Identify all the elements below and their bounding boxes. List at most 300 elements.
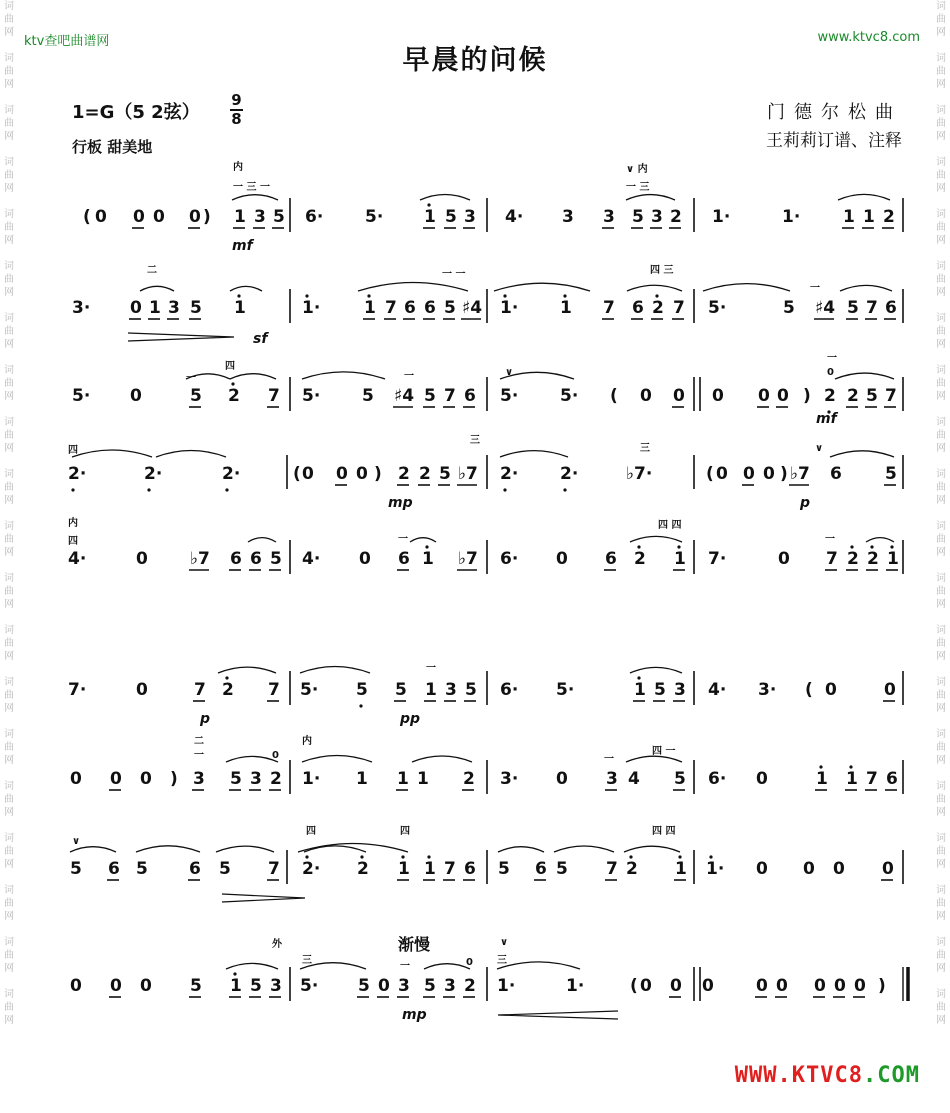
octave-dot-high xyxy=(677,545,680,548)
score-note: 1· xyxy=(500,298,519,318)
score-note: 3· xyxy=(72,298,91,318)
fingering-mark: 三 xyxy=(497,955,507,966)
score-note: 0 xyxy=(673,386,685,406)
score-note: 5 xyxy=(273,207,285,227)
slur xyxy=(554,846,614,852)
score-note: 2 xyxy=(847,386,859,406)
score-note: 0 xyxy=(834,976,846,996)
octave-dot-high xyxy=(637,545,640,548)
score-note: 2 xyxy=(626,859,638,879)
score-note: 7 xyxy=(268,386,280,406)
fingering-mark: 一 xyxy=(404,371,414,382)
score-note: 1 xyxy=(560,298,572,318)
score-note: 4· xyxy=(68,549,87,569)
octave-dot-low xyxy=(359,704,362,707)
slur xyxy=(302,756,372,763)
octave-dot-high xyxy=(850,545,853,548)
score-note: 6 xyxy=(250,549,262,569)
fingering-mark: 三 xyxy=(640,443,650,454)
score-note: 1 xyxy=(887,549,899,569)
score-note: 0 xyxy=(712,386,724,406)
score-note: 3 xyxy=(606,769,618,789)
score-note: 6 xyxy=(535,859,547,879)
slur xyxy=(216,846,274,852)
score-note: ( xyxy=(630,976,638,996)
fingering-mark: 一 三 xyxy=(626,182,650,193)
octave-dot-high xyxy=(427,855,430,858)
score-note: 2 xyxy=(670,207,682,227)
fingering-mark: 一 xyxy=(400,961,410,972)
octave-dot-high xyxy=(629,855,632,858)
score-note: 0 xyxy=(136,549,148,569)
slur xyxy=(624,846,680,852)
score-note: 5 xyxy=(270,549,282,569)
score-note: 4 xyxy=(628,769,640,789)
slur xyxy=(497,962,580,969)
fingering-mark: 一 xyxy=(825,534,835,545)
slur xyxy=(358,283,468,292)
octave-dot-high xyxy=(655,294,658,297)
score-note: 3 xyxy=(651,207,663,227)
score-note: 3 xyxy=(603,207,615,227)
score-note: ♭7 xyxy=(458,549,478,569)
octave-dot-high xyxy=(367,294,370,297)
score-note: 0 xyxy=(153,207,165,227)
score-note: 2 xyxy=(652,298,664,318)
score-note: 7 xyxy=(866,298,878,318)
score-note: 1 xyxy=(425,680,437,700)
score-note: 7· xyxy=(68,680,87,700)
score-note: 2 xyxy=(847,549,859,569)
octave-dot-high xyxy=(890,545,893,548)
score-note: ♭7 xyxy=(190,549,210,569)
score-note: ( xyxy=(83,207,91,227)
score-note: 1 xyxy=(149,298,161,318)
score-note: 5 xyxy=(445,207,457,227)
slur xyxy=(626,756,682,762)
octave-dot-low xyxy=(503,488,506,491)
score-note: 0 xyxy=(670,976,682,996)
fingering-mark: 二 xyxy=(194,736,204,747)
octave-dot-low xyxy=(71,488,74,491)
slur xyxy=(627,285,682,291)
octave-dot-high xyxy=(563,294,566,297)
fingering-mark: 四 xyxy=(68,536,78,547)
score-note: 5 xyxy=(250,976,262,996)
score-note: 6 xyxy=(464,386,476,406)
score-note: 7 xyxy=(606,859,618,879)
octave-dot-high xyxy=(305,294,308,297)
score-note: 1 xyxy=(674,549,686,569)
slur xyxy=(232,195,278,200)
arranger-credit: 王莉莉订谱、注释 xyxy=(766,131,902,151)
fingering-mark: 0 xyxy=(272,750,279,761)
fingering-mark: ∨ xyxy=(500,937,509,948)
score-note: 7 xyxy=(826,549,838,569)
slur xyxy=(226,963,278,969)
score-note: 1 xyxy=(424,859,436,879)
score-note: 3 xyxy=(254,207,266,227)
score-note: 7 xyxy=(444,386,456,406)
score-note: 0 xyxy=(814,976,826,996)
fingering-mark: 三 xyxy=(302,955,312,966)
score-note: 5 xyxy=(395,680,407,700)
dynamic-mark: mp xyxy=(388,495,413,511)
score-note: 0 xyxy=(70,976,82,996)
score-note: 5 xyxy=(230,769,242,789)
fingering-mark: ∨ 内 xyxy=(626,164,648,175)
score-note: 3 xyxy=(250,769,262,789)
slur xyxy=(136,846,200,852)
fingering-mark: 0 xyxy=(827,367,834,378)
score-note: 5· xyxy=(302,386,321,406)
fingering-mark: 四 xyxy=(225,361,235,372)
slur xyxy=(703,284,790,291)
score-note: 1· xyxy=(782,207,801,227)
watermark-left: 词 曲 网 词 曲 网 词 曲 网 词 曲 网 词 曲 网 词 曲 网 词 曲 网 词 曲 网 词 曲 网 词 曲 网 词 曲 网 词 曲 网 词 曲 网 词 曲 网 词 曲 网 词 曲 网 词 曲 网 词 曲 网 词 曲 网 词 曲 网 xyxy=(4,1,14,1026)
score-note: 3· xyxy=(758,680,777,700)
octave-dot-high xyxy=(503,294,506,297)
score-note: 2· xyxy=(302,859,321,879)
octave-dot-high xyxy=(678,855,681,858)
score-note: 2 xyxy=(398,464,410,484)
slur xyxy=(300,667,370,674)
fingering-mark: 一 xyxy=(426,663,436,674)
score-note: 1· xyxy=(566,976,585,996)
fingering-mark: 四 xyxy=(306,826,316,837)
octave-dot-high xyxy=(849,765,852,768)
fingering-mark: 四 一 xyxy=(652,746,676,757)
score-note: 2 xyxy=(463,769,475,789)
score-note: 5 xyxy=(136,859,148,879)
fingering-mark: 二 xyxy=(147,265,157,276)
octave-dot-low xyxy=(225,488,228,491)
score-note: 5 xyxy=(674,769,686,789)
score-note: 7 xyxy=(885,386,897,406)
dynamic-mark: sf xyxy=(253,331,268,347)
slur xyxy=(248,538,276,542)
fingering-mark: ∨ xyxy=(72,836,81,847)
score-note: 2· xyxy=(144,464,163,484)
score-note: 2· xyxy=(222,464,241,484)
slur xyxy=(835,373,894,379)
footer-logo-suffix: .COM xyxy=(863,1063,920,1088)
score-note: 1 xyxy=(846,769,858,789)
octave-dot-high xyxy=(819,765,822,768)
score-note: 6 xyxy=(230,549,242,569)
score-note: 1 xyxy=(675,859,687,879)
song-title: 早晨的问候 xyxy=(402,45,548,76)
score-note: 2 xyxy=(634,549,646,569)
score-note: 1· xyxy=(706,859,725,879)
score-note: 1 xyxy=(417,769,429,789)
slur xyxy=(626,195,675,200)
slur xyxy=(218,667,276,673)
score-note: 0 xyxy=(336,464,348,484)
score-note: 5· xyxy=(300,976,319,996)
diminuendo-hairpin xyxy=(222,894,305,902)
slur xyxy=(156,451,226,458)
score-note: 0 xyxy=(140,976,152,996)
score-note: 7 xyxy=(444,859,456,879)
score-note: 3 xyxy=(445,680,457,700)
slur xyxy=(494,283,590,291)
score-note: 3· xyxy=(500,769,519,789)
fingering-mark: 四 xyxy=(68,445,78,456)
fingering-mark: 四 三 xyxy=(650,265,674,276)
fingering-mark: 一 一 xyxy=(442,269,466,280)
score-note: 5· xyxy=(300,680,319,700)
score-note: 1 xyxy=(843,207,855,227)
octave-dot-high xyxy=(709,855,712,858)
score-note: 6 xyxy=(108,859,120,879)
score-note: 6· xyxy=(500,680,519,700)
score-note: 5 xyxy=(424,976,436,996)
fingering-mark: 一 xyxy=(810,283,820,294)
score-note: 3 xyxy=(168,298,180,318)
score-note: 0 xyxy=(556,769,568,789)
score-note: ♭7 xyxy=(790,464,810,484)
score-note: 1 xyxy=(356,769,368,789)
fingering-mark: 一 xyxy=(194,750,204,761)
score-note: 1 xyxy=(234,298,246,318)
score-note: 1 xyxy=(422,549,434,569)
fingering-mark: 四 xyxy=(400,826,410,837)
score-note: 5· xyxy=(708,298,727,318)
score-note: 3 xyxy=(444,976,456,996)
score-note: 1· xyxy=(302,298,321,318)
score-note: 6 xyxy=(424,298,436,318)
score-note: 5 xyxy=(654,680,666,700)
slur xyxy=(412,756,472,762)
slur xyxy=(140,286,174,291)
score-note: 5 xyxy=(190,976,202,996)
score-note: ♭7· xyxy=(626,464,653,484)
score-note: 5· xyxy=(72,386,91,406)
score-note: 0 xyxy=(833,859,845,879)
octave-dot-high xyxy=(401,855,404,858)
score-note: 6· xyxy=(708,769,727,789)
score-note: 0 xyxy=(777,386,789,406)
octave-dot-high xyxy=(360,855,363,858)
score-note: 5 xyxy=(356,680,368,700)
score-note: 0 xyxy=(776,976,788,996)
fingering-mark: ∨ xyxy=(815,443,824,454)
score-note: ( xyxy=(293,464,301,484)
slur xyxy=(230,374,276,379)
score-note: 2· xyxy=(68,464,87,484)
score-note: 0 xyxy=(302,464,314,484)
score-note: 6 xyxy=(632,298,644,318)
octave-dot-low xyxy=(147,488,150,491)
score-note: 0 xyxy=(110,769,122,789)
octave-dot-high xyxy=(870,545,873,548)
score-note: 3 xyxy=(674,680,686,700)
slur xyxy=(72,450,152,457)
fingering-mark: 内 xyxy=(233,162,243,173)
score-note: ) xyxy=(780,464,788,484)
score-note: ♯4 xyxy=(394,386,415,406)
fingering-mark: 内 xyxy=(68,518,78,529)
score-note: ( xyxy=(706,464,714,484)
meter-numerator: 9 xyxy=(231,91,242,109)
score-note: 5 xyxy=(190,298,202,318)
score-note: 0 xyxy=(763,464,775,484)
score-note: 7 xyxy=(673,298,685,318)
score-note: 2 xyxy=(357,859,369,879)
score-note: 0 xyxy=(130,298,142,318)
octave-dot-high xyxy=(237,294,240,297)
score-note: 1 xyxy=(816,769,828,789)
score-note: 0 xyxy=(133,207,145,227)
slur xyxy=(302,372,385,379)
fingering-mark: 一 xyxy=(827,353,837,364)
score-note: 6 xyxy=(885,298,897,318)
slur xyxy=(498,847,544,852)
score-note: 0 xyxy=(359,549,371,569)
watermark-right: 词 曲 网 词 曲 网 词 曲 网 词 曲 网 词 曲 网 词 曲 网 词 曲 网 词 曲 网 词 曲 网 词 曲 网 词 曲 网 词 曲 网 词 曲 网 词 曲 网 词 曲 网 词 曲 网 词 曲 网 词 曲 网 词 曲 网 词 曲 网 xyxy=(936,1,946,1026)
score-note: 5 xyxy=(556,859,568,879)
score-note: 6 xyxy=(398,549,410,569)
score-note: 0 xyxy=(743,464,755,484)
composer-credit: 门德尔松曲 xyxy=(767,102,902,123)
octave-dot-high xyxy=(233,972,236,975)
fingering-mark: ∨ xyxy=(505,367,514,378)
score-note: 1 xyxy=(398,859,410,879)
score-note: 0 xyxy=(140,769,152,789)
score-note: 5 xyxy=(498,859,510,879)
site-name-left[interactable]: ktv查吧曲谱网 xyxy=(24,34,110,49)
score-note: ) xyxy=(203,207,211,227)
score-note: 0 xyxy=(756,976,768,996)
score-note: 5 xyxy=(444,298,456,318)
score-note: 0 xyxy=(640,976,652,996)
score-note: 0 xyxy=(378,976,390,996)
score-note: 5 xyxy=(70,859,82,879)
score-note: 3 xyxy=(270,976,282,996)
score-note: 7 xyxy=(194,680,206,700)
score-note: 0 xyxy=(758,386,770,406)
footer-logo[interactable] xyxy=(735,1063,920,1088)
slur xyxy=(840,285,892,291)
score-note: 1 xyxy=(424,207,436,227)
score-note: ) xyxy=(878,976,886,996)
score-note: 5· xyxy=(365,207,384,227)
score-note: 0 xyxy=(825,680,837,700)
fingering-mark: 四 四 xyxy=(652,826,676,837)
score-note: 0 xyxy=(803,859,815,879)
site-url-right[interactable]: www.ktvc8.com xyxy=(817,30,920,45)
score-note: 3 xyxy=(193,769,205,789)
score-note: 1· xyxy=(712,207,731,227)
score-note: 3 xyxy=(464,207,476,227)
score-note: 6 xyxy=(886,769,898,789)
slur xyxy=(630,667,682,673)
score-note: 1· xyxy=(497,976,516,996)
dynamic-mark: mp xyxy=(402,1007,427,1023)
score-note: ♯4 xyxy=(462,298,483,318)
score-note: 1 xyxy=(397,769,409,789)
score-note: 5 xyxy=(424,386,436,406)
score-note: 5 xyxy=(847,298,859,318)
tempo-change-marking: 渐慢 xyxy=(398,935,431,954)
score-note: 5 xyxy=(632,207,644,227)
octave-dot-high xyxy=(231,382,234,385)
slur xyxy=(830,451,894,457)
score-note: 1 xyxy=(863,207,875,227)
score-note: 7 xyxy=(268,680,280,700)
slur xyxy=(70,847,116,852)
score-note: 0 xyxy=(778,549,790,569)
crescendo-hairpin xyxy=(498,1011,618,1019)
score-note: 2 xyxy=(824,386,836,406)
score-note: 1 xyxy=(364,298,376,318)
dynamic-mark: mf xyxy=(232,238,253,254)
slur xyxy=(866,538,894,542)
score-note: 0 xyxy=(136,680,148,700)
octave-dot-high xyxy=(637,676,640,679)
score-note: ) xyxy=(170,769,178,789)
score-note: 2 xyxy=(883,207,895,227)
score-note: 1 xyxy=(634,680,646,700)
score-note: 2 xyxy=(270,769,282,789)
score-note: 6 xyxy=(189,859,201,879)
octave-dot-high xyxy=(427,203,430,206)
score-note: 0 xyxy=(882,859,894,879)
fingering-mark: 三 xyxy=(470,435,480,446)
score-note: 6 xyxy=(404,298,416,318)
score-note: 0 xyxy=(95,207,107,227)
score-note: ♭7 xyxy=(458,464,478,484)
score-note: 2 xyxy=(228,386,240,406)
score-note: 1 xyxy=(234,207,246,227)
score-note: 2· xyxy=(560,464,579,484)
footer-logo-main: WWW.KTVC8 xyxy=(734,1063,864,1088)
slur xyxy=(226,756,278,762)
dynamic-mark: p xyxy=(200,711,211,727)
diminuendo-hairpin xyxy=(128,333,234,341)
score-note: 5 xyxy=(439,464,451,484)
score-note: 0 xyxy=(702,976,714,996)
score-note: 7 xyxy=(603,298,615,318)
slur xyxy=(420,195,470,201)
score-note: ( xyxy=(805,680,813,700)
score-note: 5 xyxy=(362,386,374,406)
score-note: ) xyxy=(374,464,382,484)
score-note: 4· xyxy=(302,549,321,569)
slur xyxy=(230,286,262,291)
score-note: 6 xyxy=(464,859,476,879)
score-note: 5 xyxy=(190,386,202,406)
score-note: 6· xyxy=(500,549,519,569)
fingering-mark: 四 四 xyxy=(658,520,682,531)
score-note: ) xyxy=(803,386,811,406)
score-note: 5· xyxy=(560,386,579,406)
score-note: 5· xyxy=(500,386,519,406)
slur xyxy=(410,538,436,542)
score-note: 2 xyxy=(419,464,431,484)
slur xyxy=(838,194,890,200)
score-note: 7· xyxy=(708,549,727,569)
fingering-mark: 一 xyxy=(186,373,196,384)
slur xyxy=(630,536,682,542)
score-note: 5· xyxy=(556,680,575,700)
octave-dot-low xyxy=(563,488,566,491)
score-note: 6 xyxy=(605,549,617,569)
score-note: 3 xyxy=(562,207,574,227)
fingering-mark: 一 三 一 xyxy=(233,182,270,193)
octave-dot-high xyxy=(305,855,308,858)
